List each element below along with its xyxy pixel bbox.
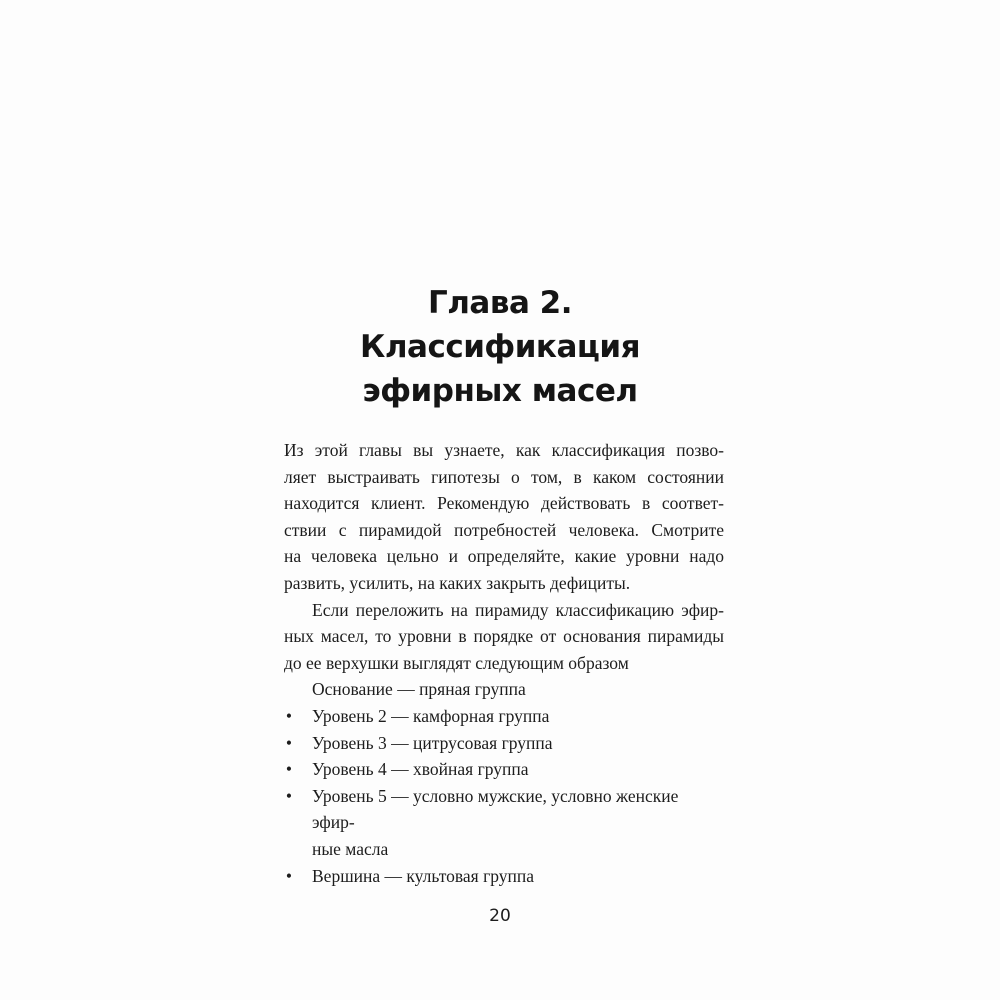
list-item [284, 730, 724, 757]
pyramid-levels-list [284, 703, 724, 889]
list-item [284, 756, 724, 783]
text-line: находится клиент. Рекомендую действовать в соответ- [284, 493, 724, 514]
chapter-body [284, 437, 724, 889]
list-item-text: Уровень 5 — условно мужские, условно женские эфир- [312, 785, 679, 833]
list-item-text: Вершина — культовая группа [312, 865, 535, 886]
chapter-title-line: Классификация [360, 329, 640, 365]
list-item [284, 863, 724, 890]
list-item [284, 783, 724, 863]
pyramid-paragraph [284, 597, 724, 677]
list-item-text: ные масла [312, 838, 389, 859]
bullet-icon: • [285, 785, 293, 806]
text-line: ствии с пирамидой потребностей человека. Смотрите [284, 519, 724, 540]
list-item-text: Уровень 4 — хвойная группа [312, 759, 529, 780]
list-item [284, 703, 724, 730]
base-level-line [284, 676, 724, 703]
chapter-title-line: эфирных масел [362, 373, 638, 409]
text-line: Основание — пряная группа [312, 679, 526, 700]
list-item-text: Уровень 2 — камфорная группа [312, 705, 550, 726]
chapter-title-line: Глава 2. [427, 285, 573, 321]
text-line: ляет выстраивать гипотезы о том, в каком состоянии [284, 466, 724, 487]
text-line: Если переложить на пирамиду классификацию эфир- [312, 599, 724, 620]
bullet-icon: • [285, 759, 293, 780]
intro-paragraph [284, 437, 724, 597]
page-number: 20 [489, 906, 511, 926]
text-line: Из этой главы вы узнаете, как классификация позво- [284, 440, 724, 460]
bullet-icon: • [285, 705, 293, 726]
bullet-icon: • [285, 865, 293, 886]
text-line: до ее верхушки выглядят следующим образом [284, 652, 629, 673]
text-line: ных масел, то уровни в порядке от основания пирамиды [284, 626, 724, 647]
list-item-text: Уровень 3 — цитрусовая группа [312, 732, 553, 753]
chapter-title [0, 281, 1000, 413]
text-line: развить, усилить, на каких закрыть дефициты. [284, 572, 631, 593]
text-line: на человека цельно и определяйте, какие уровни надо [284, 546, 724, 567]
bullet-icon: • [285, 732, 293, 753]
